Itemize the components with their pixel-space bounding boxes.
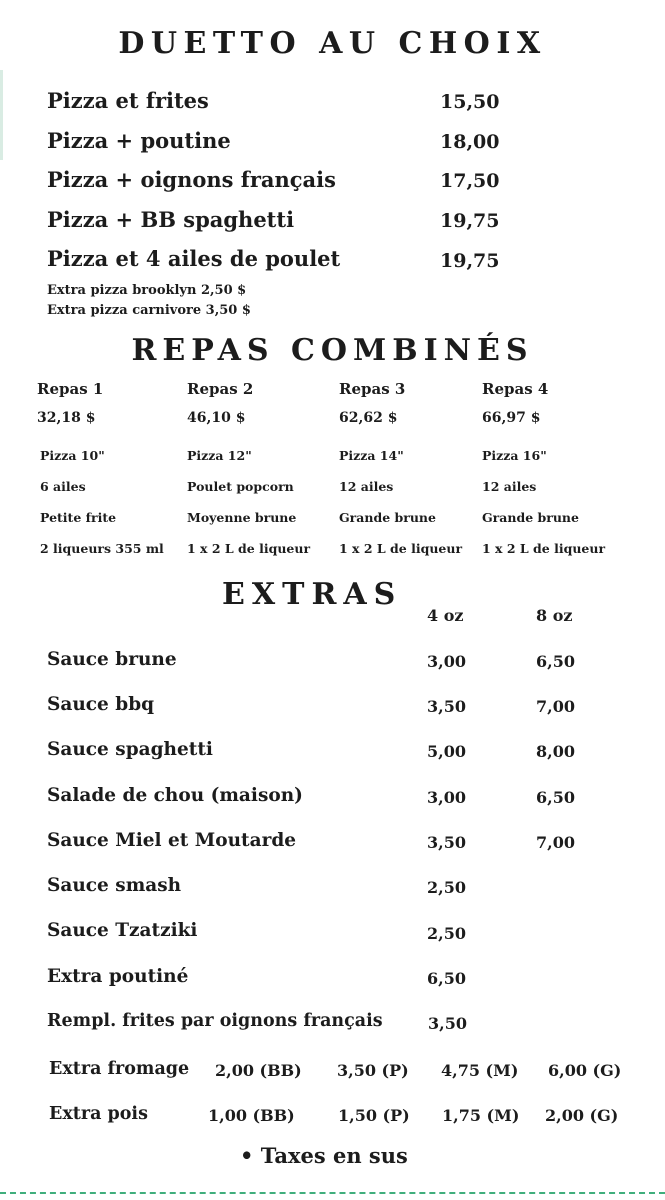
combo-item: Pizza 14"	[339, 448, 404, 463]
duetto-item-name: Pizza + BB spaghetti	[47, 207, 295, 232]
combo-item: 1 x 2 L de liqueur	[482, 541, 606, 556]
size-price-p: 1,50 (P)	[338, 1106, 410, 1125]
combo-item: 1 x 2 L de liqueur	[187, 541, 311, 556]
size-price-bb: 1,00 (BB)	[208, 1106, 295, 1125]
extras-item-name: Sauce smash	[47, 875, 182, 896]
duetto-extra-note: Extra pizza carnivore 3,50 $	[47, 303, 251, 318]
combo-name: Repas 1	[37, 380, 104, 398]
combo-item: Moyenne brune	[187, 510, 297, 525]
duetto-heading: DUETTO AU CHOIX	[118, 26, 547, 61]
extras-item-price-4oz: 3,50	[427, 833, 466, 852]
extras-item-name: Sauce brune	[47, 649, 177, 670]
combo-item: Grande brune	[482, 510, 579, 525]
extras-item-price-8oz: 8,00	[536, 742, 575, 761]
extras-item-price-4oz: 2,50	[427, 924, 466, 943]
size-row-name: Extra pois	[49, 1104, 148, 1124]
extras-item-price-4oz: 5,00	[427, 742, 466, 761]
duetto-item-price: 15,50	[440, 91, 500, 113]
combo-item: Grande brune	[339, 510, 436, 525]
combo-item: 6 ailes	[40, 479, 86, 494]
duetto-item-price: 19,75	[440, 250, 500, 272]
size-price-p: 3,50 (P)	[337, 1061, 409, 1080]
combo-item: Petite frite	[40, 510, 117, 525]
size-price-g: 6,00 (G)	[548, 1061, 622, 1080]
size-price-bb: 2,00 (BB)	[215, 1061, 302, 1080]
duetto-item-name: Pizza et 4 ailes de poulet	[47, 246, 341, 271]
combo-name: Repas 2	[187, 380, 254, 398]
extras-item-name: Sauce Miel et Moutarde	[47, 830, 297, 851]
extras-item-name: Sauce spaghetti	[47, 739, 213, 760]
size-price-g: 2,00 (G)	[545, 1106, 619, 1125]
duetto-item-name: Pizza + poutine	[47, 128, 231, 153]
extras-item-price-4oz: 3,00	[427, 652, 466, 671]
taxes-note: • Taxes en sus	[240, 1143, 408, 1168]
combo-item: Pizza 12"	[187, 448, 252, 463]
combo-item: 1 x 2 L de liqueur	[339, 541, 463, 556]
extras-item-name: Sauce bbq	[47, 694, 155, 715]
duetto-item-price: 19,75	[440, 210, 500, 232]
combo-item: Pizza 16"	[482, 448, 547, 463]
combo-item: 12 ailes	[482, 479, 537, 494]
extras-item-name: Sauce Tzatziki	[47, 920, 198, 941]
combo-item: Pizza 10"	[40, 448, 105, 463]
duetto-extra-note: Extra pizza brooklyn 2,50 $	[47, 283, 247, 298]
left-accent-stripe	[0, 70, 3, 160]
extras-item-price-4oz: 3,50	[428, 1014, 467, 1033]
extras-item-price-4oz: 3,50	[427, 697, 466, 716]
extras-item-name: Salade de chou (maison)	[47, 785, 303, 806]
combo-price: 62,62 $	[339, 410, 398, 426]
duetto-item-price: 18,00	[440, 131, 500, 153]
combo-name: Repas 4	[482, 380, 549, 398]
size-price-m: 4,75 (M)	[441, 1061, 519, 1080]
combo-price: 66,97 $	[482, 410, 541, 426]
combo-item: 2 liqueurs 355 ml	[40, 541, 164, 556]
size-price-m: 1,75 (M)	[442, 1106, 520, 1125]
extras-item-price-8oz: 7,00	[536, 833, 575, 852]
extras-col-4oz: 4 oz	[427, 606, 464, 625]
combo-item: 12 ailes	[339, 479, 394, 494]
combos-heading: REPAS COMBINÉS	[131, 333, 534, 368]
extras-item-price-8oz: 7,00	[536, 697, 575, 716]
extras-item-price-8oz: 6,50	[536, 788, 575, 807]
combo-item: Poulet popcorn	[187, 479, 294, 494]
combo-price: 32,18 $	[37, 410, 96, 426]
extras-heading: EXTRAS	[222, 577, 403, 612]
extras-item-price-4oz: 2,50	[427, 878, 466, 897]
bottom-dashed-border	[0, 1192, 665, 1194]
extras-col-8oz: 8 oz	[536, 606, 573, 625]
combo-price: 46,10 $	[187, 410, 246, 426]
duetto-item-name: Pizza + oignons français	[47, 167, 336, 192]
size-row-name: Extra fromage	[49, 1059, 190, 1079]
extras-item-price-8oz: 6,50	[536, 652, 575, 671]
extras-item-price-4oz: 6,50	[427, 969, 466, 988]
duetto-item-name: Pizza et frites	[47, 88, 209, 113]
extras-item-price-4oz: 3,00	[427, 788, 466, 807]
duetto-item-price: 17,50	[440, 170, 500, 192]
extras-item-name: Extra poutiné	[47, 966, 189, 987]
extras-item-name: Rempl. frites par oignons français	[47, 1011, 383, 1031]
combo-name: Repas 3	[339, 380, 406, 398]
